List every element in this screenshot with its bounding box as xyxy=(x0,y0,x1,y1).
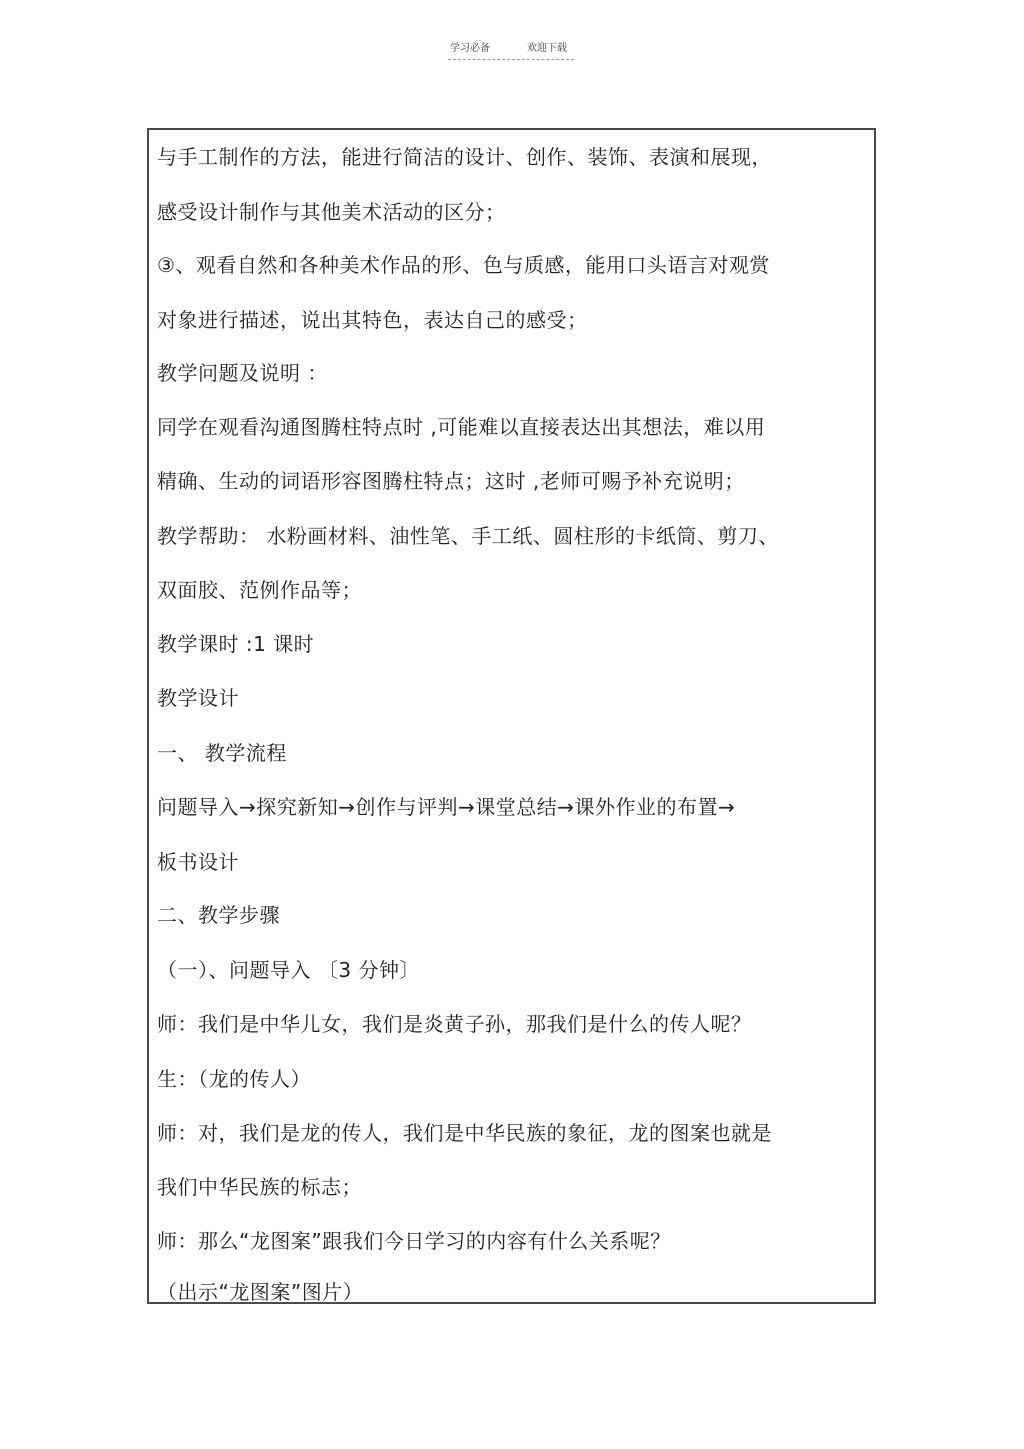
text-line: 板书设计 xyxy=(157,850,239,874)
text-line: （出示“龙图案”图片） xyxy=(157,1280,364,1304)
text-line: 与手工制作的方法，能进行简洁的设计、创作、装饰、表演和展现， xyxy=(157,145,772,169)
section-heading: 教学设计 xyxy=(157,686,239,710)
header-left-text: 学习必备 xyxy=(450,43,490,54)
text-line: 精确、生动的词语形容图腾柱特点；这时 ,老师可赐予补充说明； xyxy=(157,469,745,493)
section-heading: 教学问题及说明 ： xyxy=(157,361,328,385)
page-header xyxy=(448,41,574,60)
text-line: 教学帮助： 水粉画材料、油性笔、手工纸、圆柱形的卡纸筒、剪刀、 xyxy=(157,524,779,548)
dialogue-line: 师：我们是中华儿女，我们是炎黄子孙，那我们是什么的传人呢？ xyxy=(157,1012,752,1036)
text-line: 对象进行描述，说出其特色，表达自己的感受； xyxy=(157,308,588,332)
text-line: 教学课时 :1 课时 xyxy=(157,632,315,656)
text-line: 问题导入→探究新知→创作与评判→课堂总结→课外作业的布置→ xyxy=(157,795,736,819)
dialogue-line: 师：那么“龙图案”跟我们今日学习的内容有什么关系呢？ xyxy=(157,1229,671,1253)
header-right-text: 欢迎下载 xyxy=(527,43,567,54)
section-heading: 二、教学步骤 xyxy=(157,903,280,927)
text-line: 感受设计制作与其他美术活动的区分； xyxy=(157,200,506,224)
text-line: ③、观看自然和各种美术作品的形、色与质感，能用口头语言对观赏 xyxy=(157,253,770,277)
subsection-heading: （一）、问题导入 〔3 分钟〕 xyxy=(157,958,420,982)
dialogue-line: 师：对，我们是龙的传人，我们是中华民族的象征，龙的图案也就是 xyxy=(157,1121,772,1145)
dialogue-line: 我们中华民族的标志； xyxy=(157,1175,362,1199)
text-line: 同学在观看沟通图腾柱特点时 ,可能难以直接表达出其想法，难以用 xyxy=(157,415,766,439)
text-line: 双面胶、范例作品等； xyxy=(157,578,362,602)
section-heading: 一、 教学流程 xyxy=(157,741,287,765)
lesson-plan-table-cell xyxy=(147,128,876,1304)
dialogue-line: 生：（龙的传人） xyxy=(157,1067,311,1091)
